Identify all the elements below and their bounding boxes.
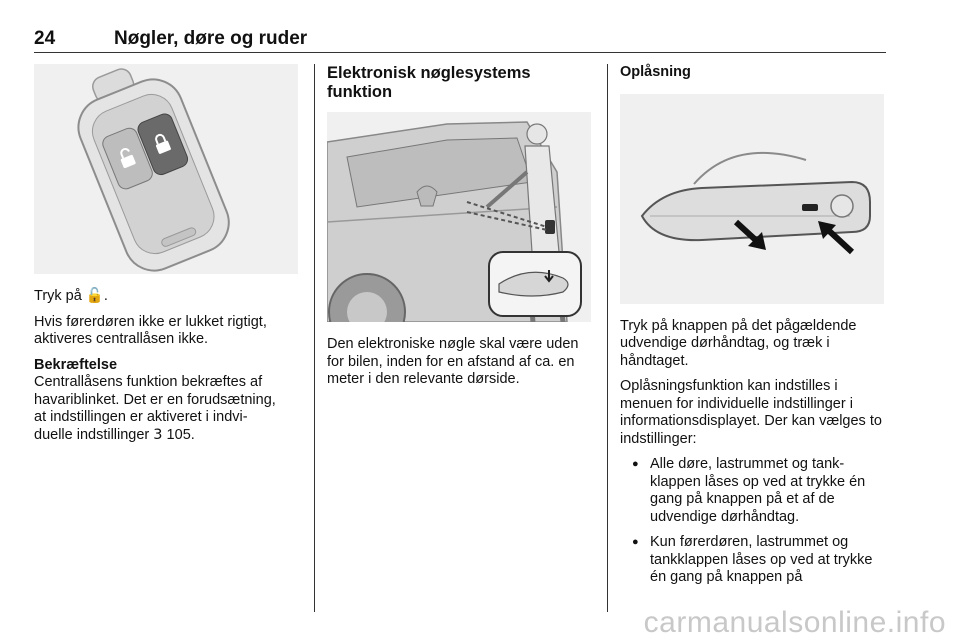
car-drawing bbox=[327, 112, 591, 322]
key-fob-illustration bbox=[34, 64, 298, 274]
list-item: ● Kun førerdøren, lastrummet og tankklappen låses op ved at trykke én gang på knappen på bbox=[620, 534, 888, 587]
key-fob-drawing bbox=[34, 64, 298, 274]
door-handle-inset bbox=[489, 252, 581, 316]
page-reference-icon: 3 bbox=[153, 426, 163, 443]
driver-door-note: Hvis førerdøren ikke er lukket rigtigt, aktiveres centrallåsen ikke. bbox=[34, 313, 267, 347]
column-divider-1 bbox=[314, 64, 315, 612]
unlocking-heading: Oplåsning bbox=[620, 64, 691, 80]
car-door-illustration bbox=[327, 112, 591, 322]
confirmation-text: Centrallåsens funktion bekræftes af havariblinket. Det er en forudsætning, at indstillingen er aktiveret i indvi- duelle indstillinger 3 105. bbox=[34, 374, 276, 443]
unlock-settings-text: Oplåsningsfunktion kan indstilles i menuen for individuelle indstillinger i informationsdisplayet. Der kan vælges to indstillinger: bbox=[620, 378, 882, 447]
list-item: ● Alle døre, lastrummet og tank-klappen låses op ved at trykke én gang på knappen på et af de udvendige dørhåndtag. bbox=[620, 456, 888, 526]
key-distance-text: Den elektroniske nøgle skal være uden for bilen, inden for en afstand af ca. en meter i den relevante dørside. bbox=[327, 336, 579, 387]
column-3 bbox=[620, 64, 888, 595]
page-title: Nøgler, døre og ruder bbox=[114, 28, 308, 49]
unlock-button bbox=[802, 204, 818, 211]
header-rule bbox=[34, 52, 886, 53]
column-1 bbox=[34, 64, 302, 452]
watermark: carmanualsonline.info bbox=[643, 606, 946, 639]
door-handle-illustration bbox=[620, 94, 884, 304]
door-handle-drawing bbox=[620, 94, 884, 304]
section-title: Elektronisk nøglesystems funktion bbox=[327, 64, 531, 101]
press-instruction: Tryk på 🔓. bbox=[34, 288, 108, 304]
page-header bbox=[34, 28, 886, 54]
column-2 bbox=[327, 64, 595, 397]
unlock-instruction: Tryk på knappen på det pågældende udvendige dørhåndtag, og træk i håndtaget. bbox=[620, 317, 857, 369]
page-number: 24 bbox=[34, 28, 56, 49]
page-reference: 105. bbox=[162, 426, 195, 443]
unlock-options-list bbox=[620, 456, 888, 587]
confirmation-heading: Bekræftelse bbox=[34, 356, 118, 373]
unlock-symbol: 🔓 bbox=[85, 288, 104, 304]
column-divider-2 bbox=[607, 64, 608, 612]
